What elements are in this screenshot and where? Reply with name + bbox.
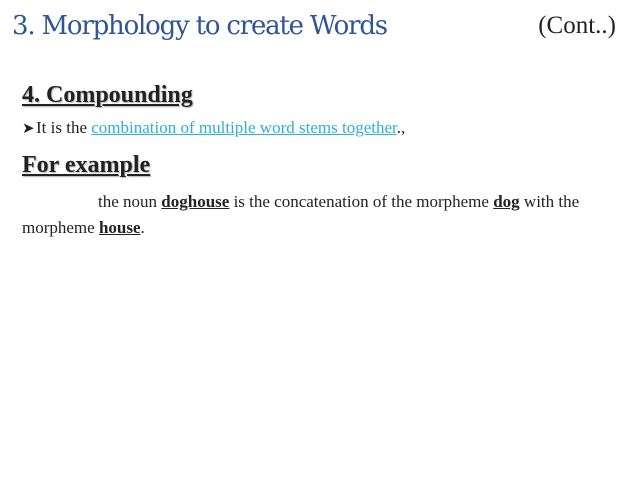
- definition-link[interactable]: combination of multiple word stems together: [91, 118, 397, 137]
- continued-label: (Cont..): [538, 12, 616, 39]
- definition-bullet: [22, 116, 405, 141]
- example-text-1: the noun: [98, 192, 162, 211]
- example-text-3: with the morpheme: [22, 192, 580, 237]
- bullet-text-prefix: It is the: [36, 118, 92, 137]
- example-text-4: .: [140, 218, 145, 237]
- slide-title: 3. Morphology to create Words: [12, 11, 387, 41]
- term-house: house: [98, 218, 141, 237]
- section-heading: 4. Compounding: [22, 82, 193, 108]
- example-paragraph: [22, 189, 597, 241]
- term-doghouse: doghouse: [161, 192, 230, 211]
- example-heading: For example: [22, 152, 151, 178]
- bullet-text-suffix: .,: [396, 118, 406, 137]
- arrow-bullet-icon: ➤: [22, 121, 35, 137]
- term-dog: dog: [493, 192, 520, 211]
- example-text-2: is the concatenation of the morpheme: [229, 192, 494, 211]
